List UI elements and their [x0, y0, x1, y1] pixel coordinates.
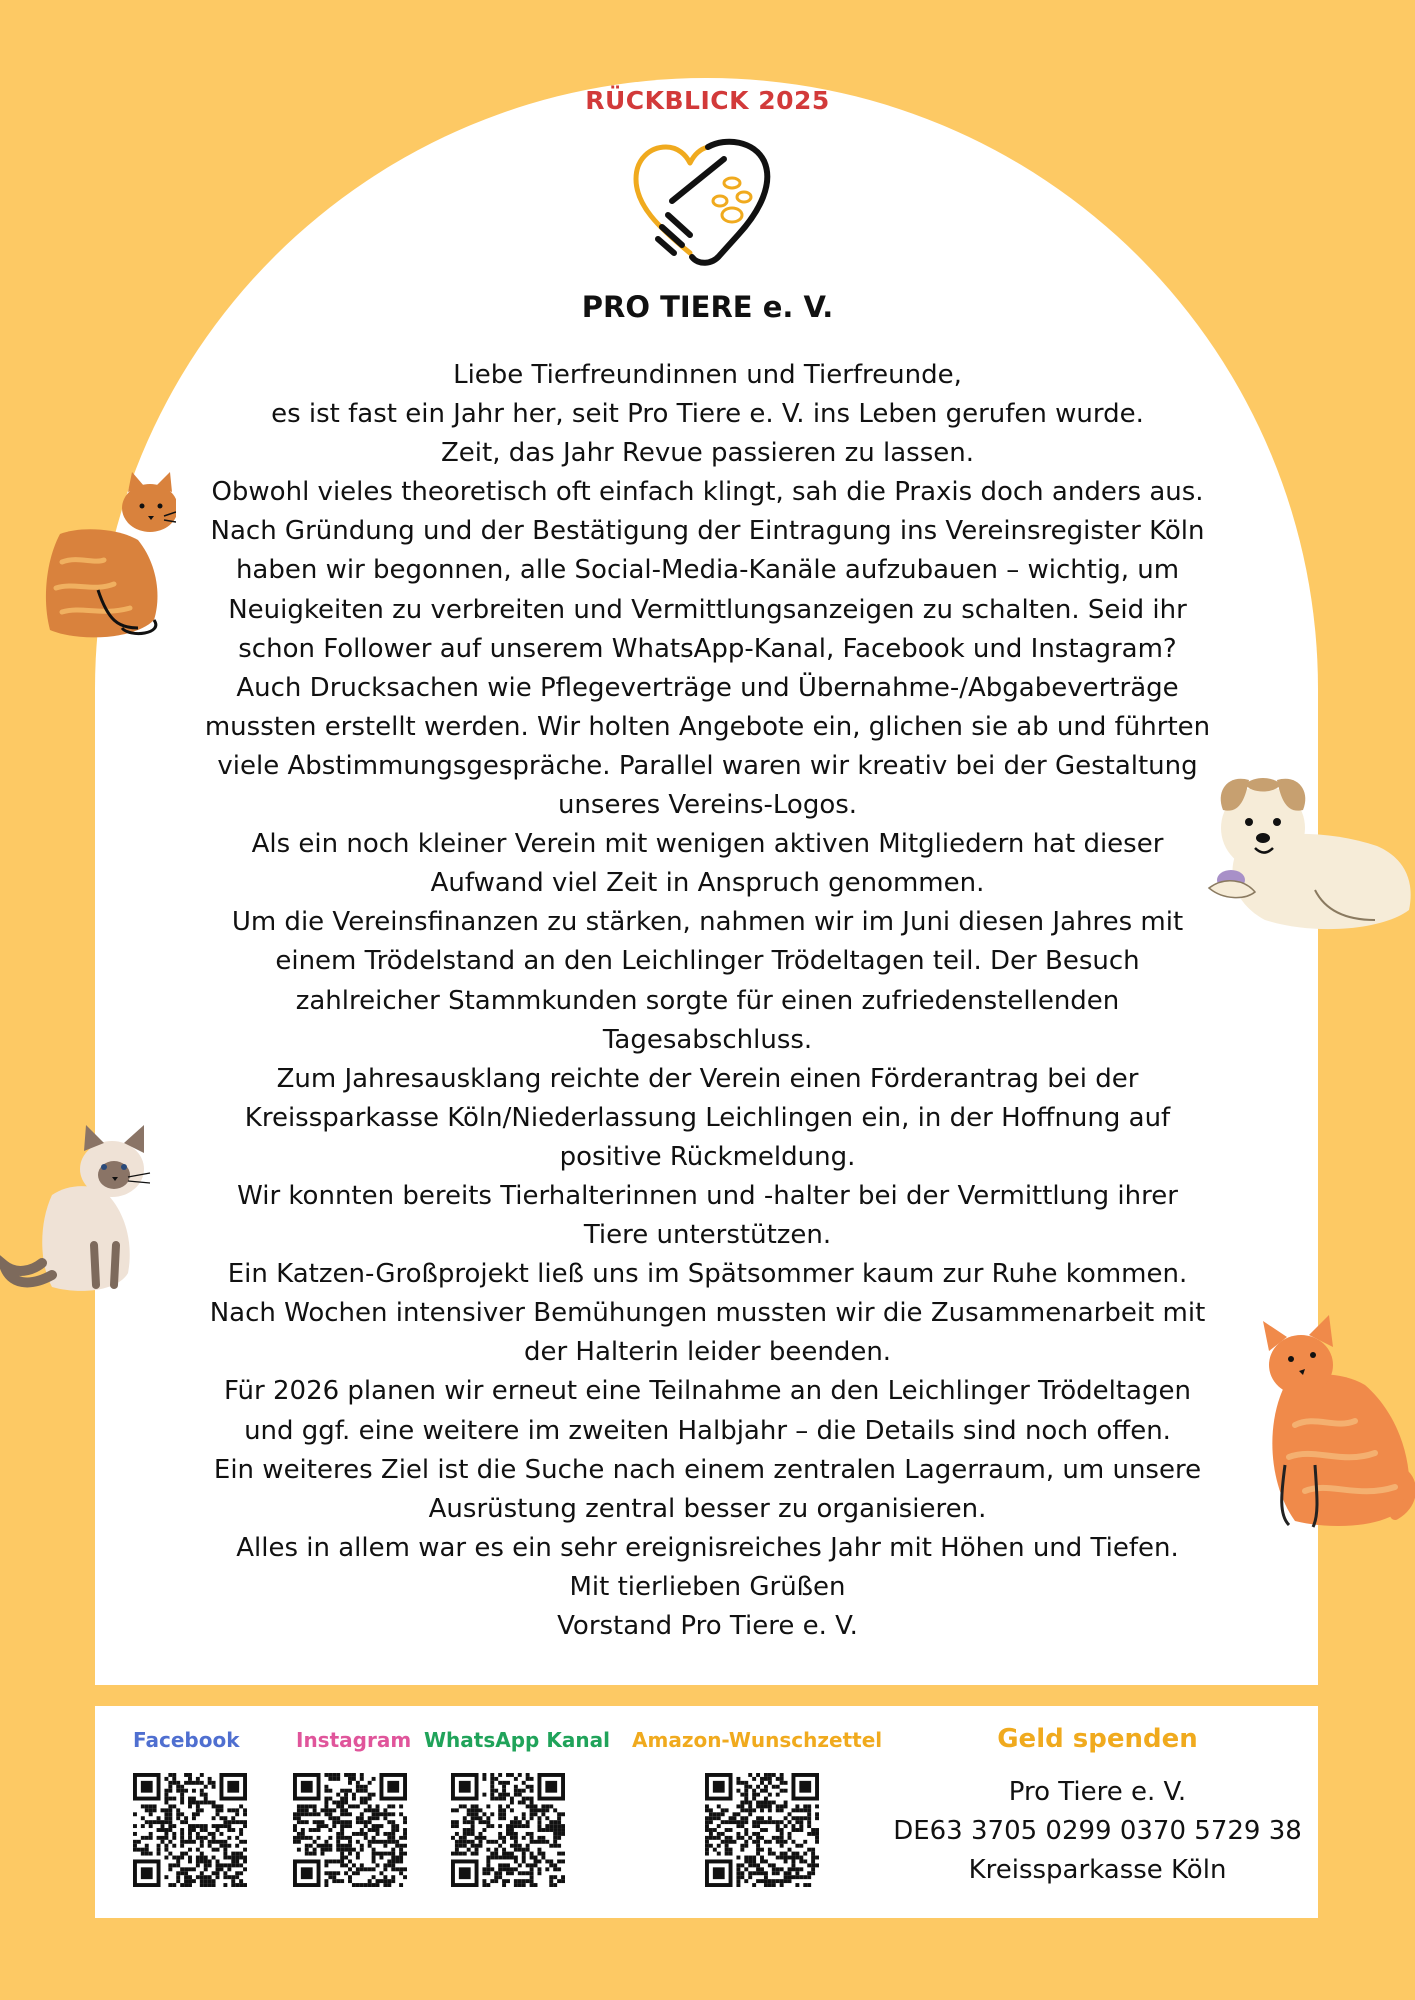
letter-line: positive Rückmeldung.: [559, 1141, 856, 1172]
letter-line: unseres Vereins-Logos.: [557, 790, 858, 821]
whatsapp-channel-link[interactable]: WhatsApp Kanal: [424, 1728, 610, 1752]
amazon-qr-code-icon[interactable]: [705, 1773, 819, 1887]
donate-heading: Geld spenden: [997, 1724, 1198, 1754]
letter-signature: Vorstand Pro Tiere e. V.: [557, 1611, 858, 1641]
annual-review-letter: [170, 356, 1245, 1646]
letter-line: schon Follower auf unserem WhatsApp-Kanal, Facebook und Instagram?: [238, 633, 1177, 664]
letter-line: Obwohl vieles theoretisch oft einfach klingt, sah die Praxis doch anders aus.: [211, 477, 1204, 508]
letter-line: Kreissparkasse Köln/Niederlassung Leichlingen ein, in der Hoffnung auf: [244, 1102, 1171, 1133]
letter-line: Nach Wochen intensiver Bemühungen mussten wir die Zusammenarbeit mit: [209, 1298, 1206, 1329]
letter-line: Alles in allem war es ein sehr ereignisreiches Jahr mit Höhen und Tiefen.: [236, 1532, 1179, 1563]
letter-line: Ein weiteres Ziel ist die Suche nach einem zentralen Lagerraum, um unsere: [213, 1454, 1202, 1485]
orange-cat-sitting-icon: [38, 470, 176, 642]
letter-line: haben wir begonnen, alle Social-Media-Kanäle aufzubauen – wichtig, um: [235, 555, 1180, 586]
letter-line: Aufwand viel Zeit in Anspruch genommen.: [430, 868, 985, 899]
letter-line: Liebe Tierfreundinnen und Tierfreunde,: [453, 360, 962, 390]
whatsapp-qr-code-icon[interactable]: [451, 1773, 565, 1887]
letter-line: Neuigkeiten zu verbreiten und Vermittlungsanzeigen zu schalten. Seid ihr: [228, 594, 1187, 625]
donate-bank: Kreissparkasse Köln: [968, 1855, 1227, 1885]
letter-line: Auch Drucksachen wie Pflegeverträge und Übernahme-/Abgabeverträge: [236, 672, 1179, 703]
letter-line: Ein Katzen-Großprojekt ließ uns im Spätsommer kaum zur Ruhe kommen.: [227, 1259, 1188, 1290]
instagram-qr-code-icon[interactable]: [293, 1773, 407, 1887]
facebook-link[interactable]: Facebook: [133, 1728, 240, 1752]
ginger-cat-looking-up-icon: [1245, 1315, 1415, 1535]
donate-iban: DE63 3705 0299 0370 5729 38: [893, 1816, 1302, 1846]
letter-line: zahlreicher Stammkunden sorgte für einen zufriedenstellenden: [295, 985, 1120, 1016]
letter-line: und ggf. eine weitere im zweiten Halbjahr – die Details sind noch offen.: [244, 1415, 1171, 1446]
letter-line: mussten erstellt werden. Wir holten Angebote ein, glichen sie ab und führten: [204, 711, 1211, 742]
letter-line: Nach Gründung und der Bestätigung der Eintragung ins Vereinsregister Köln: [210, 516, 1205, 547]
donate-recipient: Pro Tiere e. V.: [1008, 1777, 1187, 1807]
heart-hand-logo-icon: [628, 135, 788, 275]
letter-line: Ausrüstung zentral besser zu organisieren.: [428, 1493, 987, 1524]
letter-line: Tagesabschluss.: [602, 1024, 813, 1055]
letter-signoff: Mit tierlieben Grüßen: [569, 1571, 846, 1602]
review-year-label: RÜCKBLICK 2025: [585, 86, 830, 115]
siamese-cat-icon: [0, 1125, 152, 1295]
letter-line: einem Trödelstand an den Leichlinger Trödeltagen teil. Der Besuch: [275, 946, 1140, 977]
letter-line: es ist fast ein Jahr her, seit Pro Tiere e. V. ins Leben gerufen wurde.: [271, 399, 1144, 430]
letter-line: Wir konnten bereits Tierhalterinnen und -halter bei der Vermittlung ihrer: [237, 1180, 1178, 1211]
letter-line: Als ein noch kleiner Verein mit wenigen aktiven Mitgliedern hat dieser: [251, 829, 1164, 860]
letter-line: Um die Vereinsfinanzen zu stärken, nahmen wir im Juni diesen Jahres mit: [231, 907, 1184, 938]
letter-line: Tiere unterstützen.: [583, 1220, 832, 1251]
facebook-qr-code-icon[interactable]: [133, 1773, 247, 1887]
letter-line: der Halterin leider beenden.: [523, 1337, 892, 1368]
amazon-wishlist-link[interactable]: Amazon-Wunschzettel: [632, 1728, 883, 1752]
letter-line: Für 2026 planen wir erneut eine Teilnahme an den Leichlinger Trödeltagen: [224, 1376, 1191, 1407]
letter-line: Zeit, das Jahr Revue passieren zu lassen.: [440, 438, 975, 469]
letter-line: Zum Jahresausklang reichte der Verein einen Förderantrag bei der: [276, 1063, 1139, 1094]
instagram-link[interactable]: Instagram: [296, 1728, 412, 1752]
fluffy-dog-lying-icon: [1205, 770, 1415, 940]
letter-line: viele Abstimmungsgespräche. Parallel waren wir kreativ bei der Gestaltung: [217, 750, 1198, 781]
organization-title: PRO TIERE e. V.: [581, 290, 834, 324]
